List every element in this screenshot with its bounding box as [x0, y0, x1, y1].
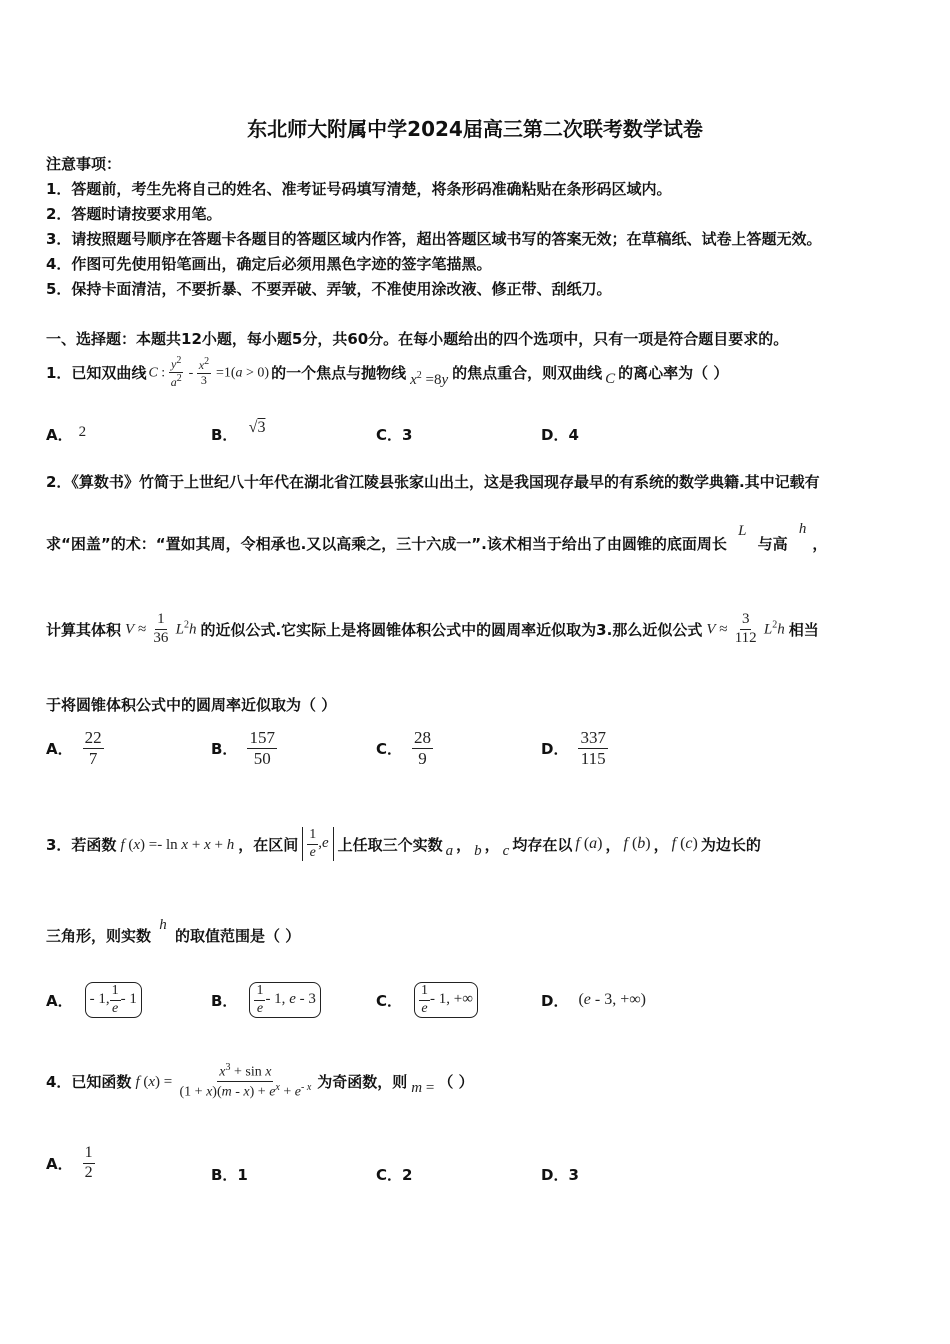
q1-text-b: 的一个焦点与抛物线 [271, 363, 407, 382]
notice-item: 1．答题前，考生先将自己的姓名、准考证号码填写清楚，将条形码准确粘贴在条形码区域内。 [46, 180, 672, 198]
q2-line-1: 2．《算数书》竹简于上世纪八十年代在湖北省江陵县张家山出土，这是我国现存最早的有系统的数学典籍.其中记载有 [46, 473, 820, 491]
q2-line-2: 求“困盖”的术：“置如其周，令相承也.又以高乘之，三十六成一”.该术相当于给出了由圆锥的底面周长 L 与高 h， [46, 521, 828, 553]
q1-text-d: 的离心率为（ ） [618, 363, 729, 382]
q3-option-d[interactable]: D． (e - 3, +∞) [541, 991, 646, 1010]
q3-option-c[interactable]: C． $\frac{1}{e}$ - 1, +∞ [376, 975, 478, 1025]
notice-item: 2．答题时请按要求用笔。 [46, 205, 222, 223]
q3-interval: $\frac{1}{e}$ ,e [302, 827, 333, 860]
q4-function-formula: f (x) = $\frac{x^3 + \sin x}{(1 + x)(m - x) + e^x + e^{- x}}$ [135, 1061, 312, 1100]
question-4: 4．已知函数 f (x) = $\frac{x^3 + \sin x}{(1 + x)(m - x) + e^x + e^{- x}}$ 为奇函数，则 m = （ ） [46, 1061, 474, 1100]
q1-text-c: 的焦点重合，则双曲线 [452, 363, 603, 382]
question-1 [46, 352, 728, 392]
q3-line-2: 三角形，则实数 h 的取值范围是（ ） [46, 917, 301, 945]
q1-hyperbola-formula: C : $\frac{y^2}{a^2}$ - $\frac{x^2}{3}$ =1(a > 0) [148, 354, 270, 389]
question-3: 3．若函数 f (x) =- ln x + x + h ，在区间 $\frac{1}{e}$ ,e 上任取三个实数 a ， b ， c 均存在以 f (a) ， f (b) ， f (c) 为边长的 [46, 827, 761, 860]
q2-line-3: 计算其体积 V ≈ $\frac{1}{36}$ $L^2h$ 的近似公式.它实际上是将圆锥体积公式中的圆周率近似取为3.那么近似公式 V ≈ $\frac{3}{112}$ $L^2h$ 相当 [46, 611, 819, 646]
notice-item: 3．请按照题号顺序在答题卡各题目的答题区域内作答，超出答题区域书写的答案无效；在草稿纸、试卷上答题无效。 [46, 230, 822, 248]
q4-option-c[interactable]: C．2 [376, 1166, 413, 1184]
q2-formula-1: V ≈ $\frac{1}{36}$ $L^2h$ [125, 611, 197, 646]
q3-option-a[interactable]: A． - 1, $\frac{1}{e}$ - 1 [46, 975, 142, 1025]
q4-option-a[interactable]: A． $\frac{1}{2}$ [46, 1144, 93, 1181]
page-title: 东北师大附属中学2024届高三第二次联考数学试卷 [247, 117, 703, 141]
section-heading: 一、选择题：本题共12小题，每小题5分，共60分。在每小题给出的四个选项中，只有一项是符合题目要求的。 [46, 330, 789, 348]
q3-function-formula: f (x) =- ln x + x + h [120, 836, 235, 853]
q2-formula-2: V ≈ $\frac{3}{112}$ $L^2h$ [706, 611, 785, 646]
q3-option-b[interactable]: B． $\frac{1}{e}$ - 1, e - 3 [211, 975, 321, 1025]
q1-var-c: C [605, 370, 616, 387]
q4-option-d[interactable]: D．3 [541, 1166, 579, 1184]
q2-option-d[interactable]: D． $\frac{337}{115}$ [541, 728, 606, 768]
q1-option-c[interactable]: C．3 [376, 426, 413, 444]
notice-item: 4．作图可先使用铅笔画出，确定后必须用黑色字迹的签字笔描黑。 [46, 255, 492, 273]
q2-line-4: 于将圆锥体积公式中的圆周率近似取为（ ） [46, 696, 337, 714]
q2-option-b[interactable]: B． $\frac{157}{50}$ [211, 728, 275, 768]
q1-option-a[interactable]: A． 2 [46, 424, 87, 444]
q1-option-b[interactable]: B． √3 [211, 419, 266, 444]
q4-option-b[interactable]: B．1 [211, 1166, 248, 1184]
q1-option-d[interactable]: D．4 [541, 426, 579, 444]
q1-text-a: 1．已知双曲线 [46, 363, 147, 382]
notice-heading: 注意事项： [46, 155, 122, 173]
q2-option-a[interactable]: A． $\frac{22}{7}$ [46, 728, 102, 768]
q2-option-c[interactable]: C． $\frac{28}{9}$ [376, 728, 432, 768]
notice-item: 5．保持卡面清洁，不要折暴、不要弄破、弄皱，不准使用涂改液、修正带、刮纸刀。 [46, 280, 612, 298]
q1-parabola-formula: $x^2 =8y$ [410, 369, 449, 388]
